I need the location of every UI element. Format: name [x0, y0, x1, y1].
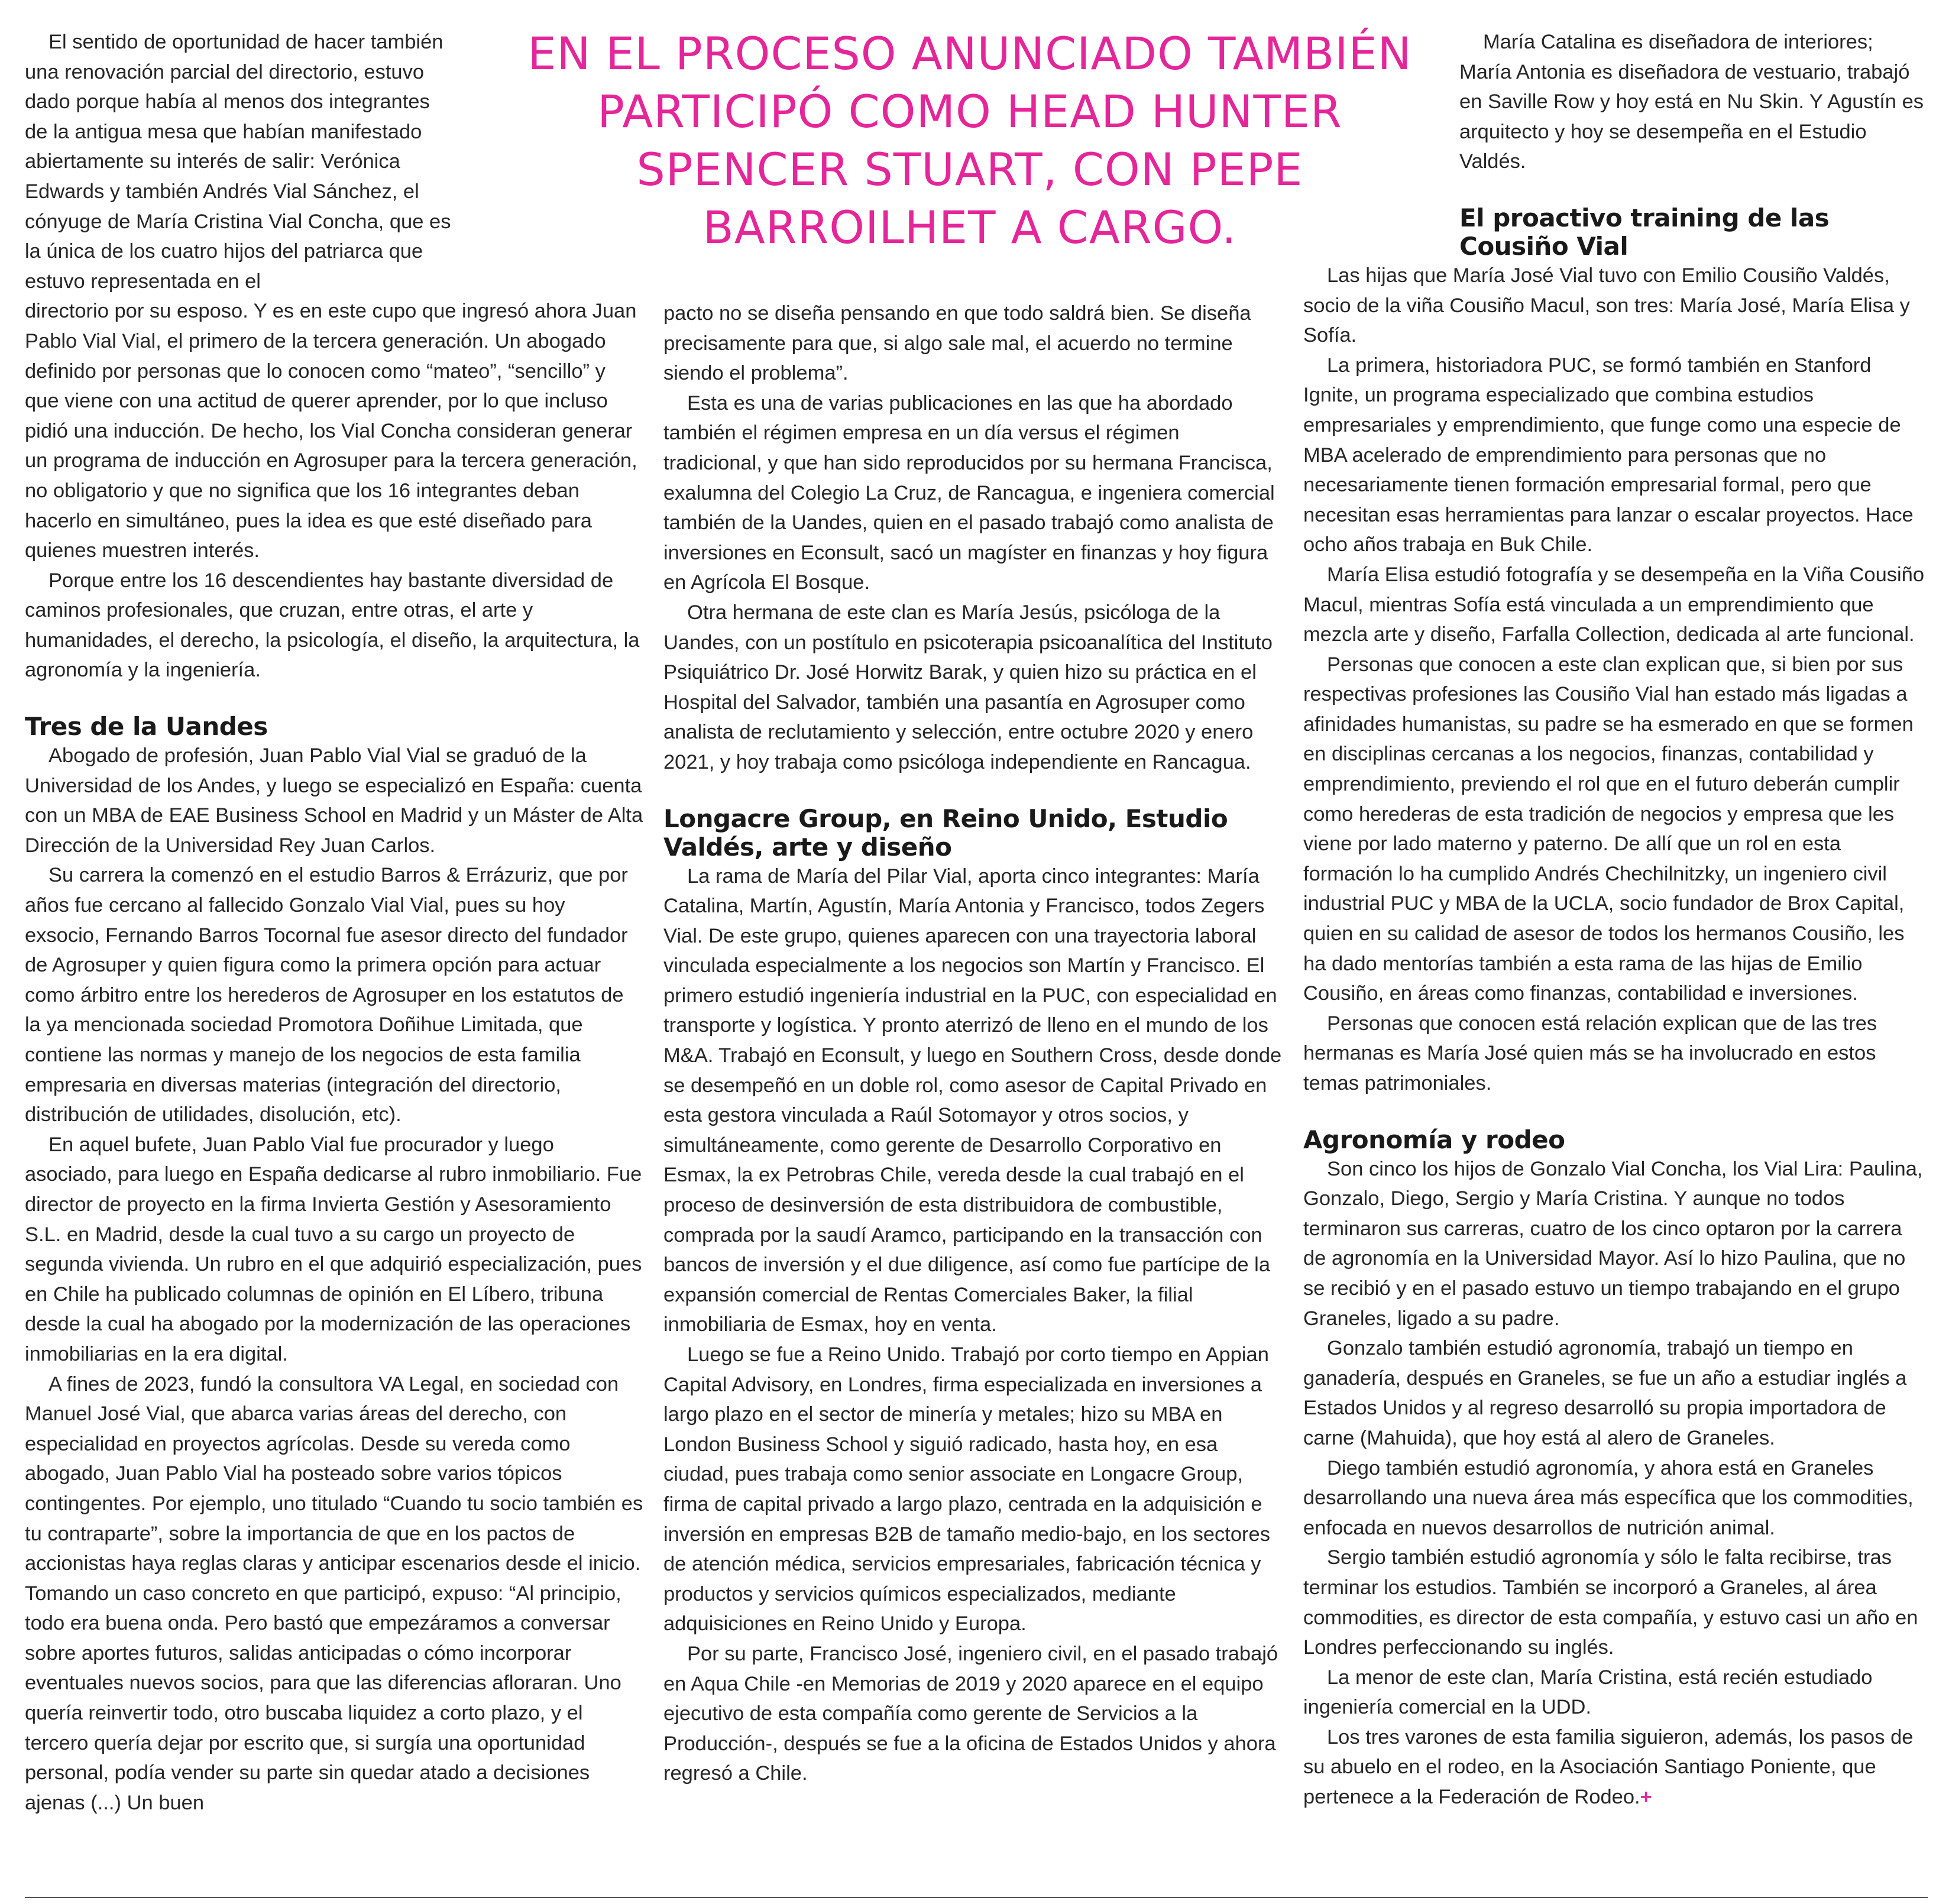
- paragraph: Por su parte, Francisco José, ingeniero civil, en el pasado trabajó en Aqua Chile -en Memorias de 2019 y 2020 aparece en el equipo ejecutivo de esta compañía como gerente de Servicios a la Producción-, después se fue a la oficina de Estados Unidos y ahora regresó a Chile.: [663, 1642, 1278, 1785]
- section-heading: Tres de la Uandes: [25, 712, 268, 741]
- article-column-3: [1303, 27, 1930, 1812]
- paragraph: Luego se fue a Reino Unido. Trabajó por corto tiempo en Appian Capital Advisory, en Londres, firma especializada en inversiones a largo plazo en el sector de minería y metales; hizo su MBA en London Business School y siguió radicado, hasta hoy, en esa ciudad, pues trabaja como senior associate en Longacre Group, firma de capital privado a largo plazo, centrada en la adquisición e inversión en empresas B2B de tamaño medio-bajo, en los sectores de atención médica, servicios empresariales, fabricación técnica y productos y servicios químicos especializados, mediante adquisiciones en Reino Unido y Europa.: [663, 1343, 1270, 1636]
- paragraph: El sentido de oportunidad de hacer también una renovación parcial del directorio, estuvo dado porque había al menos dos integrantes de la antigua mesa que habían manifestado abiertamente su interés de salir: Verónica Edwards y también Andrés Vial Sánchez, el cónyuge de María Cristina Vial Concha, que es la única de los cuatro hijos del patriarca que estuvo representada en el: [25, 31, 451, 293]
- paragraph: Esta es una de varias publicaciones en las que ha abordado también el régimen empresa en un día versus el régimen tradicional, y que han sido reproducidos por su hermana Francisca, exalumna del Colegio La Cruz, de Rancagua, e ingeniera comercial también de la Uandes, quien en el pasado trabajó como analista de inversiones en Econsult, sacó un magíster en finanzas y hoy figura en Agrícola El Bosque.: [663, 391, 1275, 594]
- pull-quote: EN EL PROCESO ANUNCIADO TAMBIÉN PARTICIPÓ COMO HEAD HUNTER SPENCER STUART, CON PEPE BARROILHET A CARGO.: [527, 27, 1412, 254]
- paragraph: Son cinco los hijos de Gonzalo Vial Concha, los Vial Lira: Paulina, Gonzalo, Diego, Sergio y María Cristina. Y aunque no todos terminaron sus carreras, cuatro de los cinco optaron por la carrera de agronomía en la Universidad Mayor. Así lo hizo Paulina, que no se recibió y en el pasado estuvo un tiempo trabajando en el grupo Graneles, ligado a su padre.: [1303, 1157, 1923, 1330]
- paragraph: Gonzalo también estudió agronomía, trabajó un tiempo en ganadería, después en Graneles, se fue un año a estudiar inglés a Estados Unidos y al regreso desarrolló su propia importadora de carne (Mahuida), que hoy está al alero de Graneles.: [1303, 1337, 1907, 1449]
- paragraph: A fines de 2023, fundó la consultora VA Legal, en sociedad con Manuel José Vial, que abarca varias áreas del derecho, con especialidad en proyectos agrícolas. Desde su vereda como abogado, Juan Pablo Vial ha posteado sobre varios tópicos contingentes. Por ejemplo, uno titulado “Cuando tu socio también es tu contraparte”, sobre la importancia de que en los pactos de accionistas haya reglas claras y anticipar escenarios desde el inicio. Tomando un caso concreto en que participó, expuso: “Al principio, todo era buena onda. Pero bastó que empezáramos a conversar sobre aportes futuros, salidas anticipadas o cómo incorporar eventuales nuevos socios, para que las diferencias afloraran. Uno quería reinvertir todo, otro buscaba liquidez a corto plazo, y el tercero quería dejar por escrito que, si surgía una oportunidad personal, podía vender su parte sin quedar atado a decisiones ajenas (...) Un buen: [25, 1372, 643, 1814]
- paragraph: [1303, 1722, 1930, 1812]
- paragraph: Abogado de profesión, Juan Pablo Vial Vial se graduó de la Universidad de los Andes, y luego se especializó en España: cuenta con un MBA de EAE Business School en Madrid y un Máster de Alta Dirección de la Universidad Rey Juan Carlos.: [25, 744, 643, 857]
- paragraph: Diego también estudió agronomía, y ahora está en Graneles desarrollando una nueva área más específica que los commodities, enfocada en nuevos desarrollos de nutrición animal.: [1303, 1456, 1914, 1539]
- closing-paragraph-text: Los tres varones de esta familia siguieron, además, los pasos de su abuelo en el rodeo, en la Asociación Santiago Poniente, que pertenece a la Federación de Rodeo.: [1303, 1725, 1914, 1809]
- paragraph: La primera, historiadora PUC, se formó también en Stanford Ignite, un programa especializado que combina estudios empresariales y emprendimiento, que funge como una especie de MBA acelerado de emprendimiento para personas que no necesariamente tienen formación empresarial formal, pero que necesitan esas herramientas para lanzar o escalar proyectos. Hace ocho años trabaja en Buk Chile.: [1303, 354, 1914, 556]
- paragraph: Las hijas que María José Vial tuvo con Emilio Cousiño Valdés, socio de la viña Cousiño Macul, son tres: María José, María Elisa y Sofía.: [1303, 264, 1910, 347]
- paragraph: directorio por su esposo. Y es en este cupo que ingresó ahora Juan Pablo Vial Vial, el primero de la tercera generación. Un abogado definido por personas que lo conocen como “mateo”, “sencillo” y que viene con una actitud de querer aprender, por lo que incluso pidió una inducción. De hecho, los Vial Concha consideran generar un programa de inducción en Agrosuper para la tercera generación, no obligatorio y que no significa que los 16 integrantes deban hacerlo en simultáneo, pues la idea es que esté diseñado para quienes muestren interés.: [25, 300, 637, 562]
- article-column-2: [663, 299, 1283, 1789]
- paragraph: Porque entre los 16 descendientes hay bastante diversidad de caminos profesionales, que cruzan, entre otras, el arte y humanidades, el derecho, la psicología, el diseño, la arquitectura, la agronomía y la ingeniería.: [25, 569, 640, 682]
- paragraph: Sergio también estudió agronomía y sólo le falta recibirse, tras terminar los estudios. También se incorporó a Graneles, al área commodities, es director de esta compañía, y estuvo casi un año en Londres perfeccionando su inglés.: [1303, 1546, 1918, 1659]
- section-heading: El proactivo training de las Cousiño Vial: [1459, 203, 1830, 261]
- paragraph: La rama de María del Pilar Vial, aporta cinco integrantes: María Catalina, Martín, Agustín, María Antonia y Francisco, todos Zegers Vial. De este grupo, quienes aparecen con una trayectoria laboral vinculada especialmente a los negocios son Martín y Francisco. El primero estudió ingeniería industrial en la PUC, con especialidad en transporte y logística. Y pronto aterrizó de lleno en el mundo de los M&A. Trabajó en Econsult, y luego en Southern Cross, desde donde se desempeñó en un doble rol, como asesor de Capital Privado en esta gestora vinculada a Raúl Sotomayor y otros socios, y simultáneamente, como gerente de Desarrollo Corporativo en Esmax, la ex Petrobras Chile, vereda desde la cual trabajó en el proceso de desinversión de esta distribuidora de combustible, comprada por la saudí Aramco, participando en la transacción con bancos de inversión y el due diligence, así como fue partícipe de la expansión comercial de Rentas Comerciales Baker, la filial inmobiliaria de Esmax, hoy en venta.: [663, 864, 1282, 1336]
- paragraph: Su carrera la comenzó en el estudio Barros & Errázuriz, que por años fue cercano al fallecido Gonzalo Vial Vial, pues su hoy exsocio, Fernando Barros Tocornal fue asesor directo del fundador de Agrosuper y quien figura como la primera opción para actuar como árbitro entre los herederos de Agrosuper en los estatutos de la ya mencionada sociedad Promotora Doñihue Limitada, que contiene las normas y manejo de los negocios de esta familia empresaria en diversas materias (integración del directorio, distribución de utilidades, disolución, etc).: [25, 864, 628, 1126]
- paragraph: En aquel bufete, Juan Pablo Vial fue procurador y luego asociado, para luego en España dedicarse al rubro inmobiliario. Fue director de proyecto en la firma Invierta Gestión y Asesoramiento S.L. en Madrid, desde la cual tuvo a su cargo un proyecto de segunda vivienda. Un rubro en el que adquirió especialización, pues en Chile ha publicado columnas de opinión en El Líbero, tribuna desde la cual ha abogado por la modernización de las operaciones inmobiliarias en la era digital.: [25, 1133, 642, 1365]
- end-of-article-mark: +: [1640, 1786, 1652, 1809]
- section-heading: Longacre Group, en Reino Unido, Estudio Valdés, arte y diseño: [663, 804, 1228, 862]
- paragraph: Personas que conocen está relación explican que de las tres hermanas es María José quien más se ha involucrado en estos temas patrimoniales.: [1303, 1012, 1877, 1095]
- bottom-rule: [25, 1897, 1928, 1898]
- section-heading: Agronomía y rodeo: [1303, 1125, 1565, 1154]
- paragraph: La menor de este clan, María Cristina, está recién estudiado ingeniería comercial en la UDD.: [1303, 1666, 1873, 1719]
- paragraph: Otra hermana de este clan es María Jesús, psicóloga de la Uandes, con un postítulo en psicoterapia psicoanalítica del Instituto Psiquiátrico Dr. José Horwitz Barak, y quien hizo su práctica en el Hospital del Salvador, también una pasantía en Agrosuper como analista de reclutamiento y selección, entre octubre 2020 y enero 2021, y hoy trabaja como psicóloga independiente en Rancagua.: [663, 601, 1273, 773]
- paragraph: Personas que conocen a este clan explican que, si bien por sus respectivas profesiones las Cousiño Vial han estado más ligadas a afinidades humanistas, su padre se ha esmerado en que se formen en disciplinas cercanas a los negocios, finanzas, contabilidad y emprendimiento, previendo el rol que en el futuro deberán cumplir como herederas de esta tradición de negocios y empresa que les viene por lado materno y paterno. De allí que un rol en esta formación lo ha cumplido Andrés Chechilnitzky, un ingeniero civil industrial PUC y MBA de la UCLA, socio fundador de Brox Capital, quien en su calidad de asesor de todos los hermanos Cousiño, les ha dado mentorías también a esta rama de las hijas de Emilio Cousiño, en áreas como finanzas, contabilidad e inversiones.: [1303, 653, 1914, 1005]
- paragraph: María Elisa estudió fotografía y se desempeña en la Viña Cousiño Macul, mientras Sofía está vinculada a un emprendimiento que mezcla arte y diseño, Farfalla Collection, dedicada al arte funcional.: [1303, 563, 1925, 646]
- paragraph: María Catalina es diseñadora de interiores; María Antonia es diseñadora de vestuario, trabajó en Saville Row y hoy está en Nu Skin. Y Agustín es arquitecto y hoy se desempeña en el Estudio Valdés.: [1459, 31, 1924, 173]
- article-column-1: [25, 27, 645, 1818]
- paragraph: pacto no se diseña pensando en que todo saldrá bien. Se diseña precisamente para que, si algo sale mal, el acuerdo no termine siendo el problema”.: [663, 302, 1251, 385]
